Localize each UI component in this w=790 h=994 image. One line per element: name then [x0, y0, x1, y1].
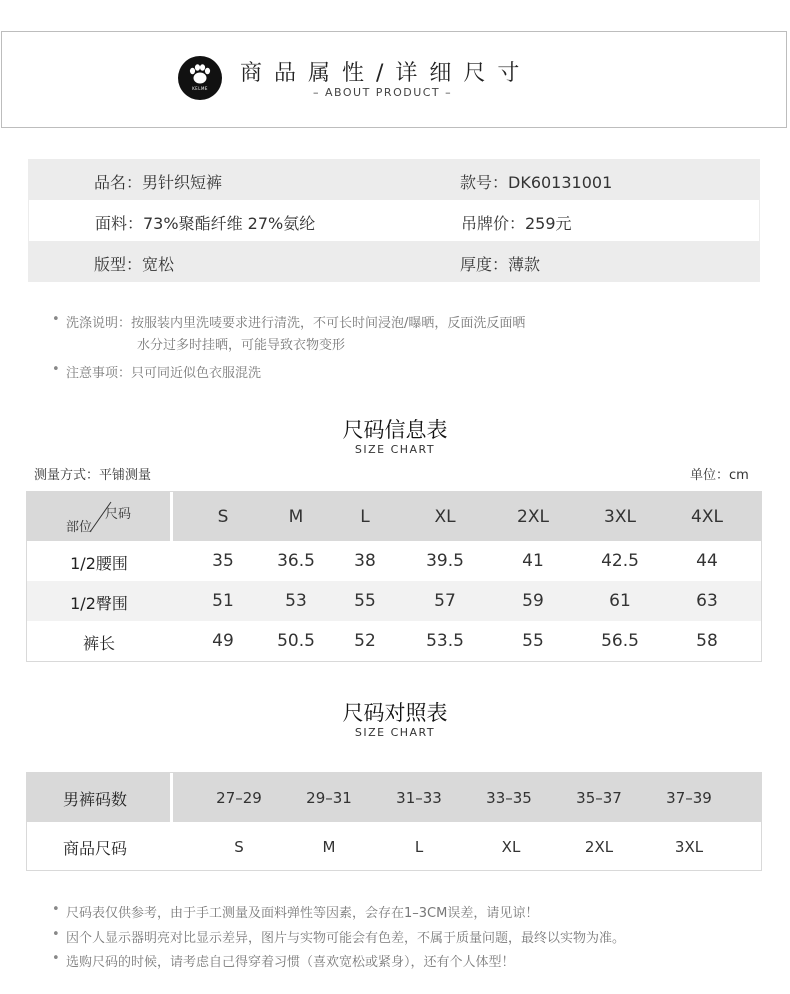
table-cell: 35	[212, 551, 234, 571]
fabric: 面料：73%聚酯纤维 27%氨纶	[95, 214, 316, 233]
size-4xl: 4XL	[691, 507, 723, 527]
table-cell: 52	[354, 631, 376, 651]
product-size-label: 商品尺码	[62, 839, 128, 858]
size-s: S	[217, 507, 229, 527]
measure-method: 测量方式：平铺测量	[34, 468, 152, 483]
attribute-row	[28, 241, 760, 282]
table-cell: 44	[696, 551, 718, 571]
footer-note: 因个人显示器明亮对比显示差异，图片与实物可能会有色差，不属于质量问题，最终以实物为准。	[66, 931, 626, 946]
compare-header-row	[27, 773, 761, 822]
table-cell: XL	[501, 838, 521, 856]
table-cell: 58	[696, 631, 718, 651]
wash-instructions-cont: 水分过多时挂晒，可能导致衣物变形	[137, 338, 346, 353]
size-chart-title: 尺码信息表	[342, 418, 448, 442]
table-cell: 38	[354, 551, 376, 571]
size-2xl: 2XL	[517, 507, 549, 527]
row-label: 裤长	[82, 634, 116, 653]
bullet: •	[52, 312, 60, 327]
paw-icon	[178, 56, 222, 100]
table-row	[27, 581, 761, 621]
attribute-row	[28, 159, 760, 200]
table-cell: 63	[696, 591, 718, 611]
size-header-row	[27, 492, 761, 541]
table-cell: 51	[212, 591, 234, 611]
attribute-table	[28, 159, 760, 282]
table-cell: 3XL	[674, 838, 704, 856]
table-cell: 29–31	[306, 789, 352, 807]
size-chart-subtitle: SIZE CHART	[354, 443, 436, 456]
page-subtitle: – ABOUT PRODUCT –	[313, 86, 453, 99]
size-m: M	[288, 507, 304, 527]
tag-price: 吊牌价：259元	[461, 214, 572, 233]
row-label: 1/2臀围	[70, 594, 128, 613]
table-cell: 42.5	[601, 551, 639, 571]
table-cell: 61	[609, 591, 631, 611]
page-title: 商品属性/详细尺寸	[240, 61, 532, 86]
corner-size-label: 尺码	[105, 507, 132, 522]
table-cell: 56.5	[601, 631, 639, 651]
table-cell: L	[414, 838, 424, 856]
size-xl: XL	[434, 507, 456, 527]
table-cell: 50.5	[277, 631, 315, 651]
table-cell: 57	[434, 591, 456, 611]
table-cell: 27–29	[216, 789, 262, 807]
table-row	[27, 541, 761, 581]
size-l: L	[360, 507, 370, 527]
table-cell: 53.5	[426, 631, 464, 651]
bullet: •	[52, 927, 60, 942]
table-cell: 36.5	[277, 551, 315, 571]
table-cell: 31–33	[396, 789, 442, 807]
attribute-row	[28, 200, 760, 241]
table-cell: 55	[354, 591, 376, 611]
size-table	[26, 491, 762, 662]
bullet: •	[52, 951, 60, 966]
style-number: 款号：DK60131001	[460, 173, 613, 192]
table-cell: 2XL	[584, 838, 614, 856]
size-compare-subtitle: SIZE CHART	[354, 726, 436, 739]
table-cell: 41	[522, 551, 544, 571]
row-label: 1/2腰围	[70, 554, 128, 573]
logo-text: KELME	[192, 86, 208, 91]
wash-instructions: 洗涤说明：按服装内里洗唛要求进行清洗，不可长时间浸泡/曝晒，反面洗反面晒	[66, 316, 526, 331]
table-cell: S	[234, 838, 244, 856]
table-cell: 39.5	[426, 551, 464, 571]
divider	[170, 773, 173, 822]
size-compare-title: 尺码对照表	[342, 701, 448, 725]
bullet: •	[52, 902, 60, 917]
table-cell: 55	[522, 631, 544, 651]
table-cell: M	[322, 838, 336, 856]
table-cell: 35–37	[576, 789, 622, 807]
brand-logo	[178, 56, 222, 100]
thickness: 厚度：薄款	[460, 255, 541, 274]
table-cell: 53	[285, 591, 307, 611]
bullet: •	[52, 362, 60, 377]
table-row	[27, 621, 761, 661]
corner-part-label: 部位	[66, 520, 93, 535]
attention-note: 注意事项：只可同近似色衣服混洗	[66, 366, 262, 381]
table-cell: 37–39	[666, 789, 712, 807]
table-cell: 49	[212, 631, 234, 651]
size-3xl: 3XL	[604, 507, 636, 527]
pants-size-label: 男裤码数	[62, 790, 128, 809]
footer-note: 选购尺码的时候，请考虑自己得穿着习惯（喜欢宽松或紧身），还有个人体型！	[66, 955, 515, 970]
fit-type: 版型：宽松	[94, 255, 175, 274]
table-cell: 59	[522, 591, 544, 611]
size-compare-table	[26, 772, 762, 871]
product-name: 品名：男针织短裤	[94, 173, 223, 192]
footer-note: 尺码表仅供参考，由于手工测量及面料弹性等因素，会存在1–3CM误差，请见谅！	[66, 906, 539, 921]
unit-label: 单位：cm	[690, 468, 749, 483]
divider	[170, 492, 173, 541]
table-cell: 33–35	[486, 789, 532, 807]
